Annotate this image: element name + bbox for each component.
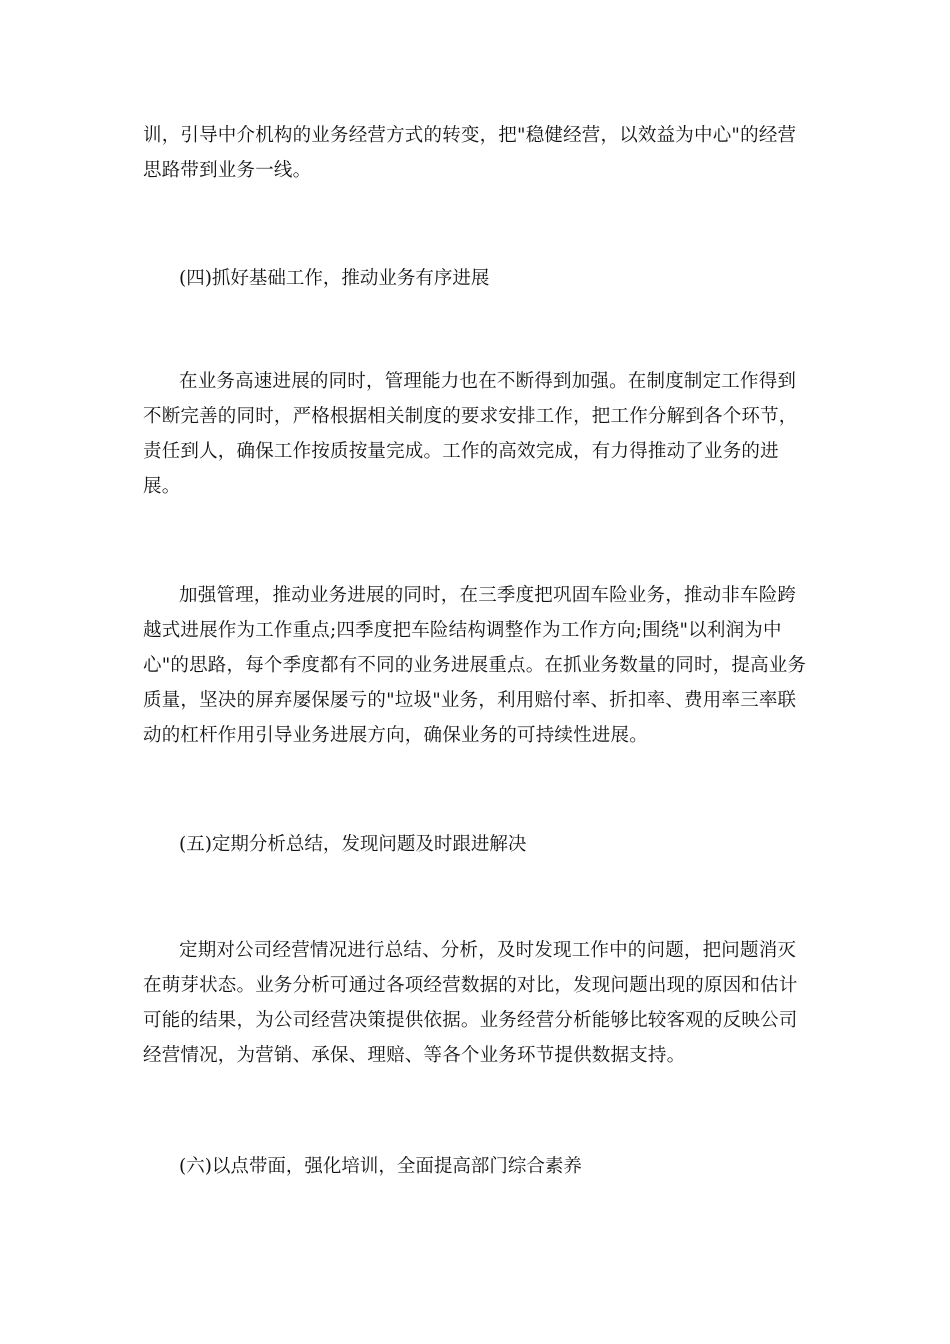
paragraph-strengthen-management: 加强管理，推动业务进展的同时，在三季度把巩固车险业务，推动非车险跨越式进展作为工作重点;四季度把车险结构调整作为工作方向;围绕"以利润为中心"的思路，每个季度都有不同的业务进展重点。在抓业务数量的同时，提高业务质量，坚决的屏弃屡保屡亏的"垃圾"业务，利用赔付率、折扣率、费用率三率联动的杠杆作用引导业务进展方向，确保业务的可持续性进展。 xyxy=(143,585,807,746)
section-heading-5: (五)定期分析总结，发现问题及时跟进解决 xyxy=(179,834,527,855)
paragraph-management-ability: 在业务高速进展的同时，管理能力也在不断得到加强。在制度制定工作得到不断完善的同时，严格根据相关制度的要求安排工作，把工作分解到各个环节，责任到人，确保工作按质按量完成。工作的高效完成，有力得推动了业务的进展。 xyxy=(143,371,798,497)
paragraph-periodic-analysis: 定期对公司经营情况进行总结、分析，及时发现工作中的问题，把问题消灭在萌芽状态。业务分析可通过各项经营数据的对比，发现问题出现的原因和估计可能的结果，为公司经营决策提供依据。业务经营分析能够比较客观的反映公司经营情况，为营销、承保、理赔、等各个业务环节提供数据支持。 xyxy=(143,940,798,1066)
paragraph-training-continuation: 训，引导中介机构的业务经营方式的转变，把"稳健经营，以效益为中心"的经营思路带到业务一线。 xyxy=(143,125,797,181)
section-heading-4: (四)抓好基础工作，推动业务有序进展 xyxy=(179,268,490,289)
section-heading-6: (六)以点带面，强化培训，全面提高部门综合素养 xyxy=(179,1156,582,1177)
